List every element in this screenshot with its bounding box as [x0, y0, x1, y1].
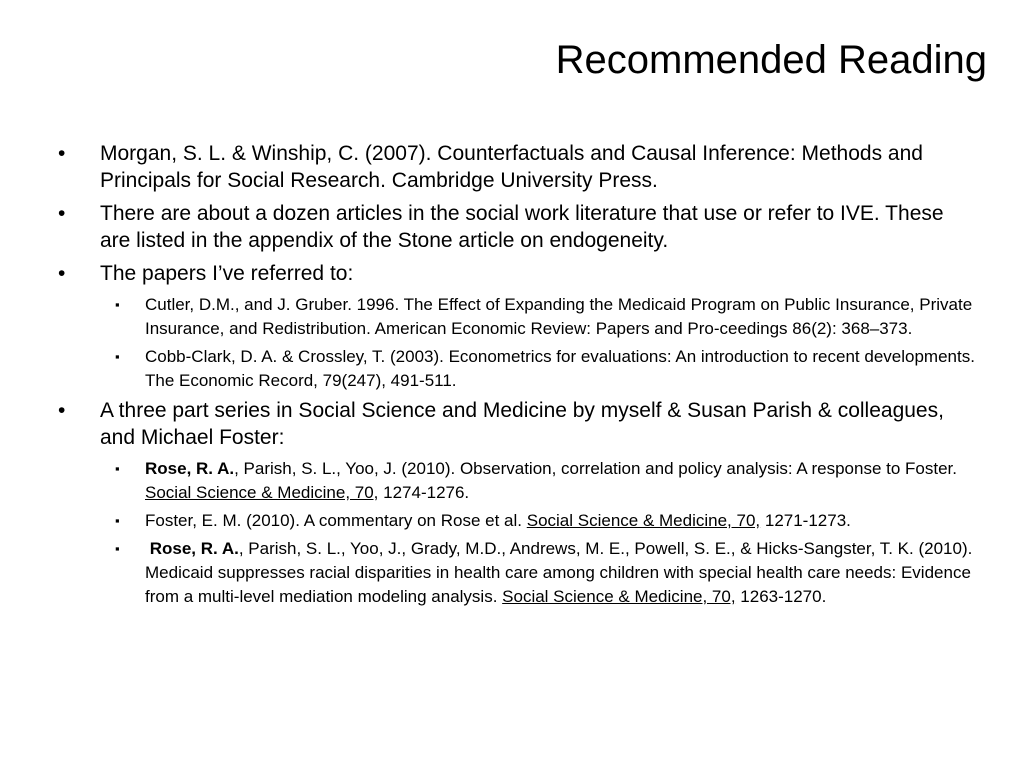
citation-text: , Parish, S. L., Yoo, J., Grady, M.D., Andrews, M. E., Powell, S. E., & Hicks-Sangster, T. K. (2010). Medicaid suppresses racial disparities in health care among children with special health care needs: Evidence from a multi-level mediation modeling analysis. [145, 539, 973, 606]
bullet-item-social-work-literature [58, 200, 978, 254]
sub-bullet-text [145, 511, 851, 530]
bullet-text: There are about a dozen articles in the social work literature that use or refer to IVE. These are listed in the appendix of the Stone article on endogeneity. [100, 202, 944, 252]
sub-bullet-item-rose-medicaid [100, 537, 978, 609]
citation-pages: 1274-1276. [378, 483, 470, 502]
bullet-icon: • [58, 142, 66, 165]
journal-link: Social Science & Medicine, 70, [502, 587, 736, 606]
bullet-item-papers-referred [58, 260, 978, 287]
citation-text: , Parish, S. L., Yoo, J. (2010). Observation, correlation and policy analysis: A response to Foster. [234, 459, 957, 478]
sub-bullet-item-rose-response [100, 457, 978, 505]
citation-pages: 1271-1273. [760, 511, 851, 530]
square-bullet-icon: ▪ [115, 541, 120, 556]
author-bold: Rose, R. A. [149, 539, 239, 558]
citation-pages: 1263-1270. [735, 587, 827, 606]
bullet-icon: • [58, 202, 66, 225]
journal-link: Social Science & Medicine, 70, [145, 483, 379, 502]
bullet-text: The papers I’ve referred to: [100, 262, 354, 285]
bullet-item-three-part-series [58, 397, 978, 451]
bullet-text: Morgan, S. L. & Winship, C. (2007). Counterfactuals and Causal Inference: Methods and Principals for Social Research. Cambridge University Press. [100, 142, 923, 192]
sub-bullet-item-cobb-clark [100, 345, 978, 393]
sub-bullet-item-cutler-gruber [100, 293, 978, 341]
bullet-item-morgan-winship [58, 140, 978, 194]
sub-bullet-text [145, 459, 957, 502]
bullet-icon: • [58, 262, 66, 285]
sub-bullet-text: Cobb-Clark, D. A. & Crossley, T. (2003). Econometrics for evaluations: An introduction to recent developments. The Economic Record, 79(247), 491-511. [145, 347, 975, 390]
journal-link: Social Science & Medicine, 70, [526, 511, 761, 530]
square-bullet-icon: ▪ [115, 349, 120, 364]
bullet-icon: • [58, 399, 66, 422]
sub-bullet-text: Cutler, D.M., and J. Gruber. 1996. The Effect of Expanding the Medicaid Program on Public Insurance, Private Insurance, and Redistribution. American Economic Review: Papers and Pro-ceedings 86(2): 368–373. [145, 295, 973, 338]
bullet-list [58, 140, 978, 613]
citation-text: Foster, E. M. (2010). A commentary on Rose et al. [145, 511, 527, 530]
sub-bullet-text [145, 539, 972, 606]
sub-bullet-item-foster-commentary [100, 509, 978, 533]
square-bullet-icon: ▪ [115, 513, 120, 528]
square-bullet-icon: ▪ [115, 461, 120, 476]
bullet-text: A three part series in Social Science and Medicine by myself & Susan Parish & colleagues, and Michael Foster: [100, 399, 944, 449]
author-bold: Rose, R. A. [145, 459, 235, 478]
square-bullet-icon: ▪ [115, 297, 120, 312]
slide-title: Recommended Reading [555, 38, 987, 82]
